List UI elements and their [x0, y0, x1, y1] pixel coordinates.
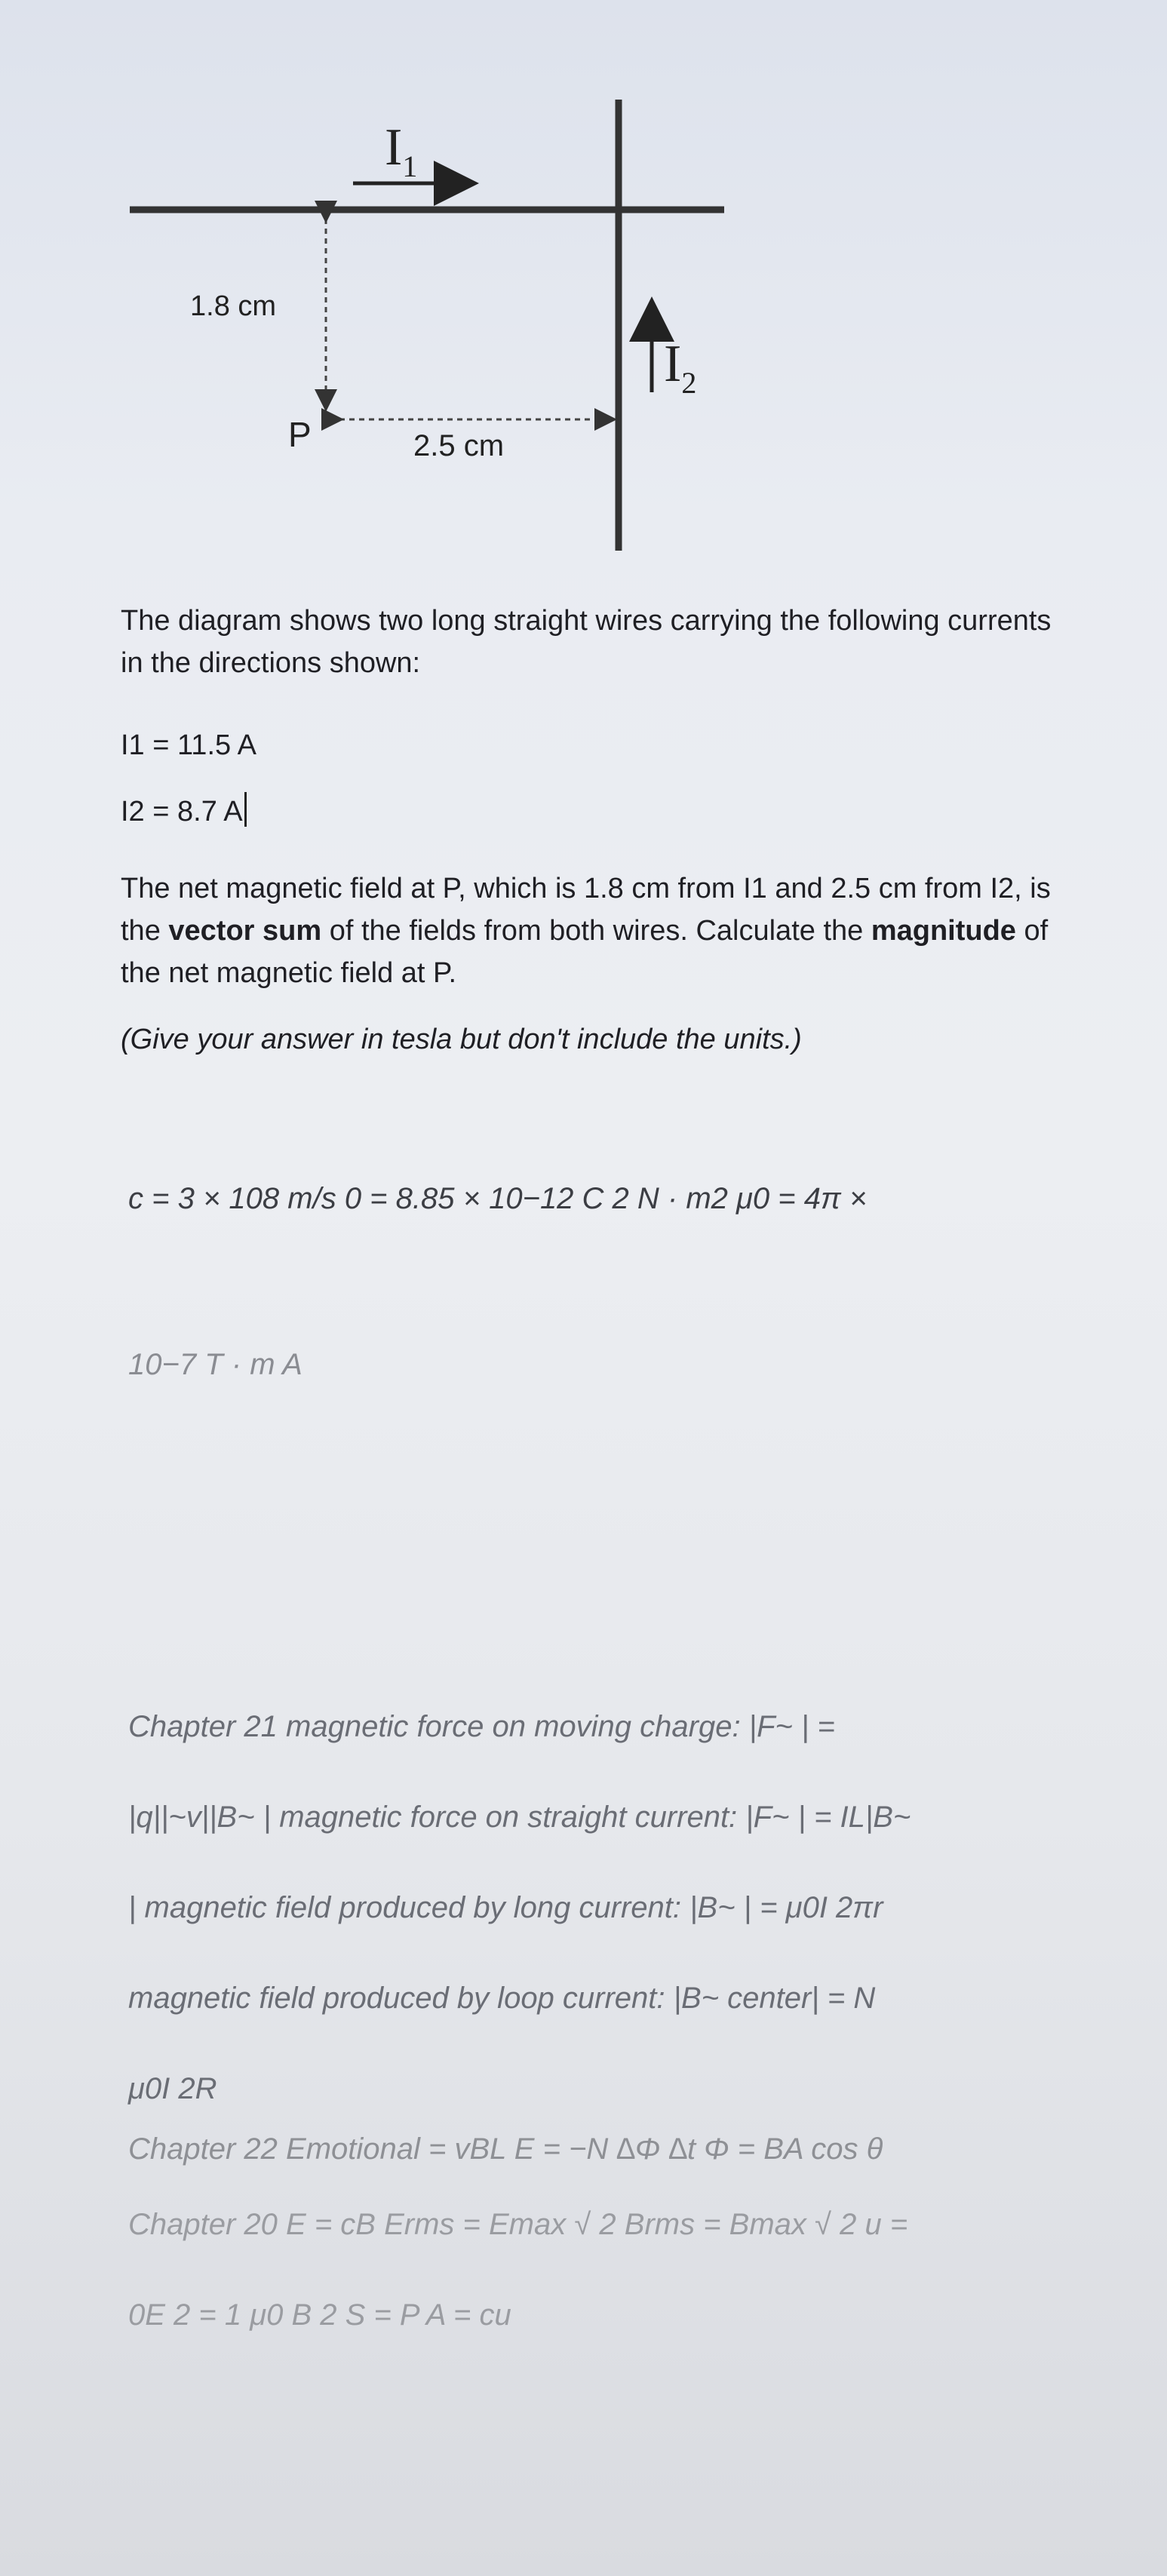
chapter20-formulas — [128, 2203, 1064, 2384]
wire-diagram — [0, 0, 1167, 573]
question-main — [121, 867, 1056, 994]
text-cursor — [244, 792, 247, 827]
question-intro: The diagram shows two long straight wires carrying the following currents in the directions shown: — [121, 605, 1052, 679]
formula-line: 0E 2 = 1 μ0 B 2 S = P A = cu — [128, 2298, 511, 2332]
distance2-label: 2.5 cm — [413, 429, 505, 462]
formula-line: Chapter 20 E = cB Erms = Emax √ 2 Brms = Bmax √ 2 u = — [128, 2208, 908, 2241]
current2-label: $I_2$ — [664, 335, 697, 400]
current1-value: I1 = 11.5 A — [121, 729, 256, 761]
chapter21-formulas — [128, 1705, 1064, 2157]
answer-note: (Give your answer in tesla but don't include the units.) — [121, 1024, 802, 1055]
constants-line-2: 10−7 T · m A — [128, 1348, 302, 1381]
formula-line: μ0I 2R — [128, 2072, 217, 2105]
current1-label: $I_1$ — [385, 118, 418, 183]
question-main-text: The net magnetic field at P, which is 1.8 cm from I1 and 2.5 cm from I2, is the — [121, 873, 1051, 947]
formula-line: Chapter 21 magnetic force on moving charge: |F~ | = — [128, 1710, 835, 1743]
distance1-label: 1.8 cm — [190, 290, 277, 322]
point-p-label: P — [288, 415, 312, 454]
current2-value-row — [121, 791, 1056, 833]
constants-line-1: c = 3 × 108 m/s 0 = 8.85 × 10−12 C 2 N · m2 μ0 = 4π × — [128, 1182, 868, 1215]
question-main-text: of the fields from both wires. Calculate the — [321, 915, 871, 947]
emphasis-magnitude: magnitude — [871, 915, 1016, 947]
current2-value: I2 = 8.7 A — [121, 796, 243, 827]
chapter22-formulas: Chapter 22 Emotional = vBL E = −N ∆Φ ∆t Φ = BA cos θ — [128, 2132, 883, 2166]
question-main-text: of the net magnetic field at P. — [121, 915, 1049, 989]
formula-line: |q||~v||B~ | magnetic force on straight current: |F~ | = IL|B~ — [128, 1801, 911, 1834]
formula-line: | magnetic field produced by long current: |B~ | = μ0I 2πr — [128, 1891, 883, 1924]
emphasis-vector-sum: vector sum — [168, 915, 322, 947]
formula-line: magnetic field produced by loop current: |B~ center| = N — [128, 1982, 876, 2015]
